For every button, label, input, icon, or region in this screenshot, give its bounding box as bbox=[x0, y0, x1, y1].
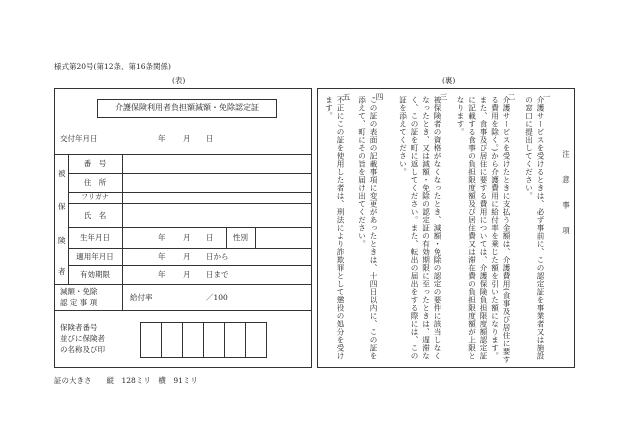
row-line bbox=[68, 248, 312, 249]
row-line bbox=[54, 310, 312, 311]
card-size: 証の大きさ 縦 128ミリ 横 91ミリ bbox=[54, 376, 198, 385]
benefit-rate-per100: ／100 bbox=[206, 293, 228, 302]
col-line bbox=[122, 154, 123, 310]
label-furigana: フリガナ bbox=[81, 193, 109, 201]
insurer-label-2: 並びに保険者 bbox=[60, 334, 105, 343]
insurer-number-box bbox=[203, 322, 225, 358]
applicable-year: 年 bbox=[158, 252, 166, 261]
note-number: 四 bbox=[375, 93, 384, 101]
insurer-label-1: 保険者番号 bbox=[60, 323, 98, 332]
card-title: 介護保険利用者負担額減額・免除認定証 bbox=[115, 103, 259, 112]
insured-char: 険 bbox=[58, 236, 66, 245]
label-address: 住 所 bbox=[83, 178, 107, 187]
issue-month: 月 bbox=[183, 134, 191, 143]
applicable-from: 日から bbox=[206, 252, 229, 261]
notes-title: 注 意 事 項 bbox=[561, 150, 571, 235]
insurer-number-box bbox=[224, 322, 246, 358]
reduction-label-2: 認 定 事 項 bbox=[60, 298, 98, 307]
col-line bbox=[255, 227, 256, 248]
row-line bbox=[68, 265, 312, 266]
issue-year: 年 bbox=[158, 134, 166, 143]
form-id: 様式第20号(第12条、第16条関係) bbox=[54, 62, 171, 71]
reduction-label-1: 減額・免除 bbox=[60, 287, 98, 296]
note-text: 被保険者の資格がなくなったとき、減額・免除の認定の要件に該当しなくなったとき、又は減額・免除の認定証の有効期限に至ったときは、遅滞なく、この証を町に返してください。また、転出の届出をする際には、この証を添えてください。 bbox=[398, 96, 442, 360]
row-line bbox=[54, 284, 312, 285]
label-birth: 生年月日 bbox=[80, 233, 110, 242]
valid-until: 日まで bbox=[206, 270, 229, 279]
note-number: 三 bbox=[439, 93, 448, 101]
insured-char: 者 bbox=[58, 267, 66, 276]
label-name: 氏 名 bbox=[83, 211, 107, 220]
note-text: 介護サービスを受けるときは、必ず事前に、この認定証を事業者又は施設の窓口に提出してください。 bbox=[524, 96, 545, 360]
label-valid: 有効期限 bbox=[80, 270, 110, 279]
birth-month: 月 bbox=[183, 233, 191, 242]
issue-day: 日 bbox=[206, 134, 214, 143]
front-label: (表) bbox=[172, 76, 186, 85]
row-line bbox=[68, 227, 312, 228]
note-text: 介護サービスを受けたときに支払う金額は、介護費用(食事及び居住に要する費用を除く。)から介護費用に給付率を乗じた額を引いた額になります。また、食事及び居住に要する費用については、介護保険負担限度額認定証に記載する食事の負担限度額及び居住費又は滞在費の負担限度額が上限となります。 bbox=[456, 96, 511, 364]
insurer-number-box bbox=[161, 322, 183, 358]
valid-year: 年 bbox=[158, 270, 166, 279]
note-number: 二 bbox=[507, 93, 516, 101]
row-line bbox=[68, 203, 312, 204]
benefit-rate-label: 給付率 bbox=[130, 293, 153, 302]
applicable-month: 月 bbox=[183, 252, 191, 261]
insurer-number-box bbox=[140, 322, 162, 358]
label-number: 番 号 bbox=[83, 159, 107, 168]
back-label: (裏) bbox=[442, 76, 456, 85]
insurer-number-box bbox=[245, 322, 267, 358]
birth-year: 年 bbox=[158, 233, 166, 242]
note-text: この証の表面の記載事項に変更があったときは、十四日以内に、この証を添えて、町にその旨を届け出てください。 bbox=[357, 96, 378, 360]
insurer-number-box bbox=[182, 322, 204, 358]
birth-day: 日 bbox=[206, 233, 214, 242]
issue-date-label: 交付年月日 bbox=[60, 134, 98, 143]
label-sex: 性別 bbox=[233, 233, 248, 242]
note-number: 五 bbox=[342, 93, 351, 101]
valid-month: 月 bbox=[183, 270, 191, 279]
label-applicable: 適用年月日 bbox=[76, 252, 114, 261]
insured-char: 保 bbox=[58, 202, 66, 211]
row-line bbox=[54, 154, 312, 155]
note-text: 不正にこの証を使用した者は、刑法により詐欺罪として懲役の処分を受けます。 bbox=[324, 96, 345, 360]
row-line bbox=[68, 173, 312, 174]
insurer-label-3: の名称及び印 bbox=[60, 345, 105, 354]
insured-char: 被 bbox=[58, 169, 66, 178]
note-number: 一 bbox=[542, 93, 551, 101]
